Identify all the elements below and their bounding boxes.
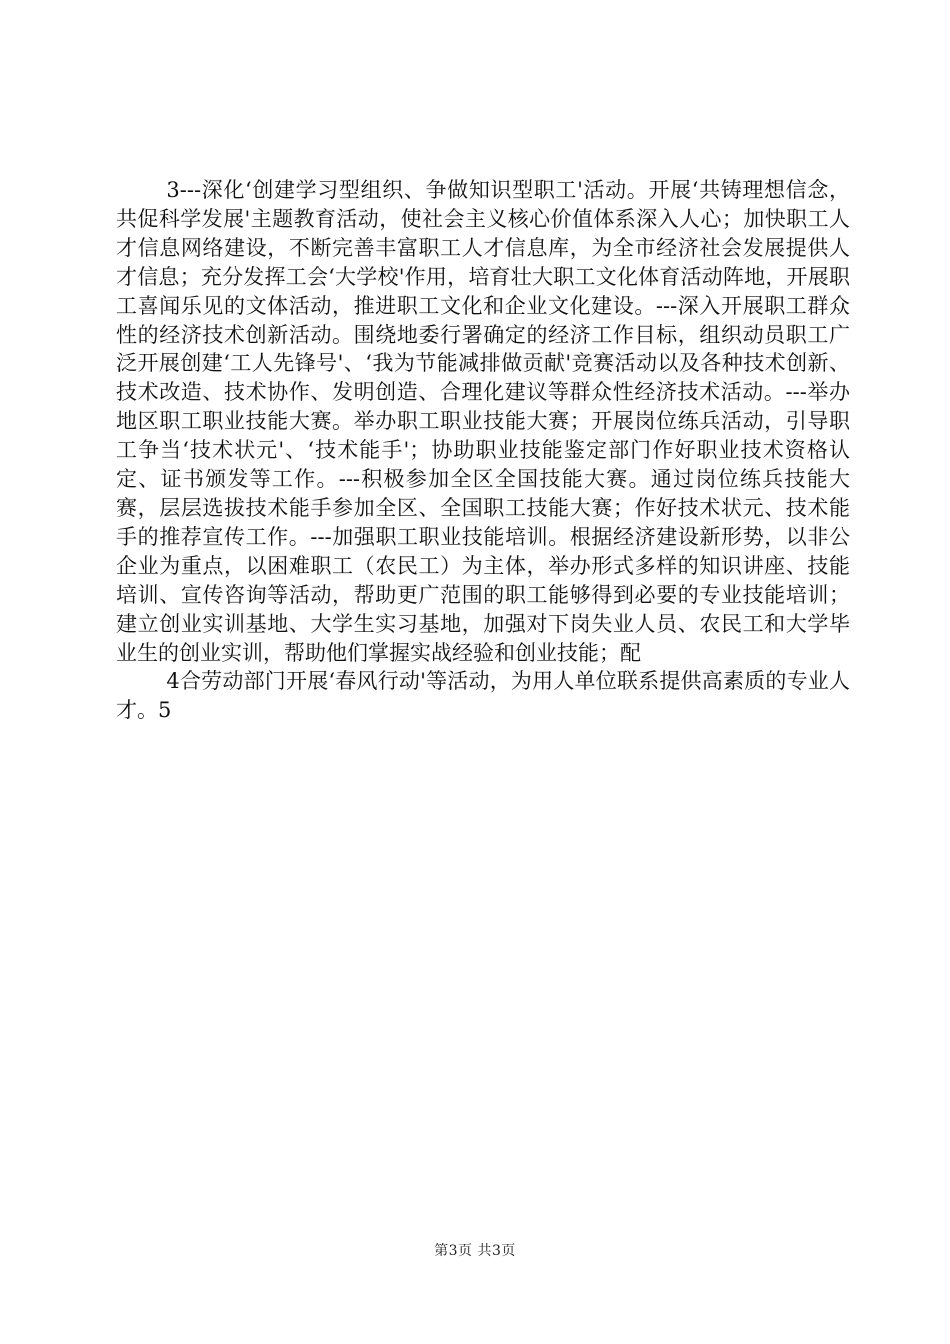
paragraph-1: 3---深化‘创建学习型组织、争做知识型职工'活动。开展‘共铸理想信念，共促科学发展'主题教育活动，使社会主义核心价值体系深入人心；加快职工人才信息网络建设，不断完善丰富职工人才信息库，为全市经济社会发展提供人才信息；充分发挥工会‘大学校'作用，培育壮大职工文化体育活动阵地，开展职工喜闻乐见的文体活动，推进职工文化和企业文化建设。---深入开展职工群众性的经济技术创新活动。围绕地委行署确定的经济工作目标，组织动员职工广泛开展创建‘工人先锋号'、‘我为节能减排做贡献'竞赛活动以及各种技术创新、技术改造、技术协作、发明创造、合理化建议等群众性经济技术活动。---举办地区职工职业技能大赛。举办职工职业技能大赛；开展岗位练兵活动，引导职工争当‘技术状元'、‘技术能手'；协助职业技能鉴定部门作好职业技术资格认定、证书颁发等工作。---积极参加全区全国技能大赛。通过岗位练兵技能大赛，层层选拔技术能手参加全区、全国职工技能大赛；作好技术状元、技术能手的推荐宣传工作。---加强职工职业技能培训。根据经济建设新形势，以非公企业为重点，以困难职工（农民工）为主体，举办形式多样的知识讲座、技能培训、宣传咨询等活动，帮助更广范围的职工能够得到必要的专业技能培训；建立创业实训基地、大学生实习基地，加强对下岗失业人员、农民工和大学毕业生的创业实训，帮助他们掌握实战经验和创业技能；配: [116, 178, 850, 665]
paragraph-2: 4合劳动部门开展‘春风行动'等活动，为用人单位联系提供高素质的专业人才。5: [116, 669, 850, 723]
page-footer: 第3页 共3页: [434, 1243, 516, 1259]
body-text: [116, 176, 850, 725]
